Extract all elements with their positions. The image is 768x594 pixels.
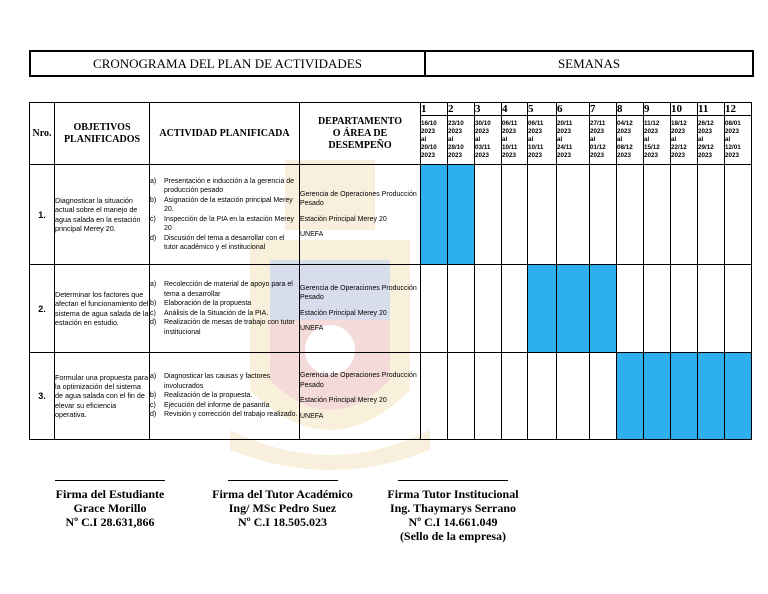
table-row bbox=[30, 165, 752, 265]
activity-letter: b) bbox=[150, 196, 157, 204]
department-text: UNEFA bbox=[300, 412, 324, 420]
date-text: 2023 bbox=[671, 152, 686, 159]
week-number: 4 bbox=[502, 103, 528, 116]
week-number: 5 bbox=[528, 103, 557, 116]
date-text: 06/11 bbox=[528, 120, 544, 127]
date-text: 23/10 bbox=[448, 120, 464, 127]
activity-item bbox=[150, 401, 299, 411]
date-text: 08/12 bbox=[617, 144, 633, 151]
activity-letter: c) bbox=[150, 215, 156, 223]
activity-letter: b) bbox=[150, 300, 157, 307]
activity-item bbox=[150, 309, 299, 319]
activity-item bbox=[150, 410, 299, 420]
activity-letter: d) bbox=[150, 411, 157, 419]
date-text: 2023 bbox=[502, 128, 517, 135]
department-text: Gerencia de Operaciones Producción Pesado bbox=[300, 190, 417, 207]
week-cell-empty bbox=[590, 165, 617, 265]
activity-letter: c) bbox=[150, 309, 156, 317]
activity-letter: b) bbox=[150, 392, 157, 400]
activity-text: Recolección de material de apoyo para el tema a desarrollar bbox=[164, 281, 293, 298]
header-activity: ACTIVIDAD PLANIFICADA bbox=[150, 103, 300, 165]
week-date-range bbox=[448, 116, 475, 165]
week-cell-empty bbox=[557, 165, 590, 265]
date-text: 24/11 bbox=[557, 144, 573, 151]
date-text: 16/10 bbox=[421, 120, 437, 127]
week-number: 12 bbox=[725, 103, 752, 116]
date-text: 03/11 bbox=[475, 144, 491, 151]
activity-letter: a) bbox=[150, 177, 157, 185]
activity-item bbox=[150, 280, 299, 299]
week-cell-empty bbox=[644, 165, 671, 265]
week-cell-scheduled bbox=[644, 353, 671, 440]
activity-item bbox=[150, 391, 299, 401]
date-text: 10/11 bbox=[502, 144, 518, 151]
date-text: al bbox=[528, 136, 534, 143]
week-date-range bbox=[502, 116, 528, 165]
week-cell-empty bbox=[590, 353, 617, 440]
week-number: 8 bbox=[617, 103, 644, 116]
week-date-range bbox=[617, 116, 644, 165]
week-date-range bbox=[698, 116, 725, 165]
date-text: 27/11 bbox=[590, 120, 606, 127]
date-text: 11/12 bbox=[644, 120, 660, 127]
week-cell-scheduled bbox=[448, 165, 475, 265]
week-number: 9 bbox=[644, 103, 671, 116]
signature-stamp-note: (Sello de la empresa) bbox=[399, 529, 507, 543]
department-text: UNEFA bbox=[300, 231, 324, 238]
date-text: 04/12 bbox=[617, 120, 633, 127]
week-number: 10 bbox=[671, 103, 698, 116]
date-text: 2023 bbox=[448, 128, 463, 135]
date-text: 2023 bbox=[590, 128, 605, 135]
row-number: 2. bbox=[30, 265, 55, 353]
date-text: 26/12 bbox=[698, 120, 714, 127]
signature-institutional-tutor bbox=[378, 473, 528, 543]
date-text: 2023 bbox=[448, 152, 463, 159]
week-number: 11 bbox=[698, 103, 725, 116]
week-cell-empty bbox=[725, 265, 752, 353]
week-cell-empty bbox=[671, 165, 698, 265]
date-text: 2023 bbox=[698, 128, 713, 135]
activity-letter: c) bbox=[150, 401, 156, 409]
objective-text: Formular una propuesta para la optimización del sistema de agua salada con el fin de elevar su eficiencia operativa. bbox=[55, 353, 150, 440]
date-text: 2023 bbox=[617, 128, 632, 135]
department-text: Gerencia de Operaciones Producción Pesado bbox=[300, 372, 417, 389]
week-cell-scheduled bbox=[421, 165, 448, 265]
activity-text: Inspección de la PIA en la estación Merey 20 bbox=[164, 215, 294, 232]
week-cell-empty bbox=[421, 265, 448, 353]
activity-text: Diagnosticar las causas y factores involucrados bbox=[164, 373, 271, 390]
department-text: Gerencia de Operaciones Producción Pesado bbox=[300, 284, 417, 301]
department-list bbox=[300, 165, 421, 265]
department-text: Estación Principal Merey 20 bbox=[300, 309, 387, 317]
date-text: 06/11 bbox=[502, 120, 518, 127]
date-text: 28/10 bbox=[448, 144, 464, 151]
date-text: 2023 bbox=[421, 128, 436, 135]
date-text: 2023 bbox=[502, 152, 517, 159]
date-text: 2023 bbox=[725, 152, 740, 159]
date-text: 2023 bbox=[617, 152, 632, 159]
date-text: 29/12 bbox=[698, 144, 714, 151]
week-cell-empty bbox=[698, 265, 725, 353]
date-text: 10/11 bbox=[528, 144, 544, 151]
week-date-range bbox=[475, 116, 502, 165]
week-cell-empty bbox=[644, 265, 671, 353]
activity-item bbox=[150, 234, 299, 253]
week-cell-empty bbox=[671, 265, 698, 353]
week-cell-scheduled bbox=[528, 265, 557, 353]
activity-letter: d) bbox=[150, 234, 157, 242]
signature-academic-tutor bbox=[200, 473, 365, 529]
header-department-line2: O ÁREA DE DESEMPEÑO bbox=[328, 127, 392, 151]
date-text: 18/12 bbox=[671, 120, 687, 127]
activity-list bbox=[150, 265, 300, 353]
week-date-range bbox=[557, 116, 590, 165]
date-text: 2023 bbox=[557, 152, 572, 159]
signature-student bbox=[40, 473, 180, 529]
activity-letter: d) bbox=[150, 319, 157, 326]
week-date-range bbox=[671, 116, 698, 165]
signature-role: Firma del Estudiante bbox=[55, 487, 165, 501]
objective-text: Diagnosticar la situación actual sobre el manejo de agua salada en la estación principal Merey 20. bbox=[55, 165, 150, 265]
date-text: 2023 bbox=[725, 128, 740, 135]
signature-name: Grace Morillo bbox=[73, 501, 147, 515]
date-text: al bbox=[448, 136, 454, 143]
row-number: 1. bbox=[30, 165, 55, 265]
activity-text: Ejecución del informe de pasantía bbox=[164, 401, 270, 409]
date-text: 20/11 bbox=[557, 120, 573, 127]
week-number: 6 bbox=[557, 103, 590, 116]
week-cell-empty bbox=[475, 165, 502, 265]
date-text: al bbox=[590, 136, 596, 143]
week-date-range bbox=[528, 116, 557, 165]
objective-text: Determinar los factores que afectan el funcionamiento del sistema de agua salada de la estación en estudio. bbox=[55, 265, 150, 353]
department-list bbox=[300, 265, 421, 353]
schedule-table bbox=[29, 102, 752, 440]
week-cell-empty bbox=[475, 353, 502, 440]
week-cell-scheduled bbox=[725, 353, 752, 440]
header-department bbox=[300, 103, 421, 165]
activity-item bbox=[150, 177, 299, 196]
week-number: 3 bbox=[475, 103, 502, 116]
date-text: 2023 bbox=[557, 128, 572, 135]
signature-name: Ing. Thaymarys Serrano bbox=[389, 501, 517, 515]
activity-text: Análisis de la Situación de la PIA. bbox=[164, 309, 269, 317]
signature-ci: Nº C.I 14.661.049 bbox=[408, 515, 498, 529]
week-date-range bbox=[644, 116, 671, 165]
week-cell-empty bbox=[528, 165, 557, 265]
signature-ci: Nº C.I 28.631,866 bbox=[65, 515, 155, 529]
date-text: al bbox=[502, 136, 508, 143]
date-text: 30/10 bbox=[475, 120, 491, 127]
header-nro: Nro. bbox=[30, 103, 55, 165]
date-text: 2023 bbox=[528, 128, 543, 135]
date-text: 22/12 bbox=[671, 144, 687, 151]
activity-item bbox=[150, 318, 299, 337]
week-cell-scheduled bbox=[671, 353, 698, 440]
activity-item bbox=[150, 372, 299, 391]
signature-role: Firma Tutor Institucional bbox=[387, 487, 519, 501]
week-cell-empty bbox=[448, 353, 475, 440]
date-text: 08/01 bbox=[725, 120, 741, 127]
activity-letter: a) bbox=[150, 281, 157, 288]
week-cell-empty bbox=[475, 265, 502, 353]
week-cell-empty bbox=[421, 353, 448, 440]
week-cell-empty bbox=[528, 353, 557, 440]
activity-text: Elaboración de la propuesta bbox=[164, 300, 252, 307]
activity-text: Discusión del tema a desarrollar con el tutor académico y el institucional bbox=[164, 234, 285, 251]
date-text: 15/12 bbox=[644, 144, 660, 151]
date-text: 20/10 bbox=[421, 144, 437, 151]
signature-line bbox=[398, 480, 508, 481]
week-date-range bbox=[421, 116, 448, 165]
date-text: 2023 bbox=[644, 152, 659, 159]
week-date-range bbox=[590, 116, 617, 165]
week-cell-empty bbox=[502, 165, 528, 265]
weeks-title: SEMANAS bbox=[557, 55, 621, 71]
document-title: CRONOGRAMA DEL PLAN DE ACTIVIDADES bbox=[31, 52, 426, 75]
date-text: 2023 bbox=[421, 152, 436, 159]
week-cell-empty bbox=[448, 265, 475, 353]
date-text: al bbox=[421, 136, 427, 143]
activity-list bbox=[150, 353, 300, 440]
week-cell-empty bbox=[725, 165, 752, 265]
department-text: Estación Principal Merey 20 bbox=[300, 215, 387, 223]
week-cell-scheduled bbox=[557, 265, 590, 353]
department-text: UNEFA bbox=[300, 325, 324, 332]
date-text: al bbox=[644, 136, 650, 143]
week-number: 7 bbox=[590, 103, 617, 116]
date-text: al bbox=[475, 136, 481, 143]
row-number: 3. bbox=[30, 353, 55, 440]
table-row bbox=[30, 353, 752, 440]
week-date-range bbox=[725, 116, 752, 165]
activity-item bbox=[150, 299, 299, 309]
department-text: Estación Principal Merey 20 bbox=[300, 397, 387, 404]
week-cell-scheduled bbox=[698, 353, 725, 440]
activity-text: Revisión y corrección del trabajo realizado. bbox=[164, 411, 298, 419]
activity-item bbox=[150, 215, 299, 234]
date-text: 2023 bbox=[528, 152, 543, 159]
date-text: al bbox=[557, 136, 563, 143]
week-cell-empty bbox=[617, 265, 644, 353]
week-cell-empty bbox=[502, 265, 528, 353]
header-objectives: OBJETIVOS PLANIFICADOS bbox=[55, 103, 150, 165]
activity-text: Realización de la propuesta. bbox=[164, 392, 253, 400]
activity-text: Presentación e inducción a la gerencia de producción pesado bbox=[164, 177, 294, 194]
activity-letter: a) bbox=[150, 373, 157, 381]
date-text: al bbox=[671, 136, 677, 143]
date-text: 2023 bbox=[475, 152, 490, 159]
date-text: 2023 bbox=[644, 128, 659, 135]
week-cell-scheduled bbox=[590, 265, 617, 353]
week-cell-empty bbox=[502, 353, 528, 440]
table-row bbox=[30, 265, 752, 353]
signature-name: Ing/ MSc Pedro Suez bbox=[228, 501, 337, 515]
date-text: 12/01 bbox=[725, 144, 741, 151]
date-text: 2023 bbox=[590, 152, 605, 159]
department-list bbox=[300, 353, 421, 440]
week-cell-empty bbox=[557, 353, 590, 440]
activity-text: Asignación de la estación principal Merey 20. bbox=[164, 196, 293, 213]
date-text: 2023 bbox=[475, 128, 490, 135]
date-text: 2023 bbox=[698, 152, 713, 159]
header-department-line1: DEPARTAMENTO bbox=[317, 115, 403, 127]
activity-list bbox=[150, 165, 300, 265]
signature-ci: Nº C.I 18.505.023 bbox=[238, 515, 327, 529]
date-text: 01/12 bbox=[590, 144, 606, 151]
activity-item bbox=[150, 196, 299, 215]
title-bar bbox=[29, 50, 754, 77]
signature-line bbox=[228, 480, 338, 481]
week-cell-empty bbox=[698, 165, 725, 265]
date-text: al bbox=[617, 136, 623, 143]
signature-line bbox=[55, 480, 165, 481]
week-cell-scheduled bbox=[617, 353, 644, 440]
date-text: al bbox=[698, 136, 704, 143]
signature-role: Firma del Tutor Académico bbox=[212, 487, 353, 501]
activity-text: Realización de mesas de trabajo con tutor institucional bbox=[164, 319, 295, 336]
date-text: 2023 bbox=[671, 128, 686, 135]
week-number: 2 bbox=[448, 103, 475, 116]
week-cell-empty bbox=[617, 165, 644, 265]
date-text: al bbox=[725, 136, 731, 143]
week-number: 1 bbox=[421, 103, 448, 116]
